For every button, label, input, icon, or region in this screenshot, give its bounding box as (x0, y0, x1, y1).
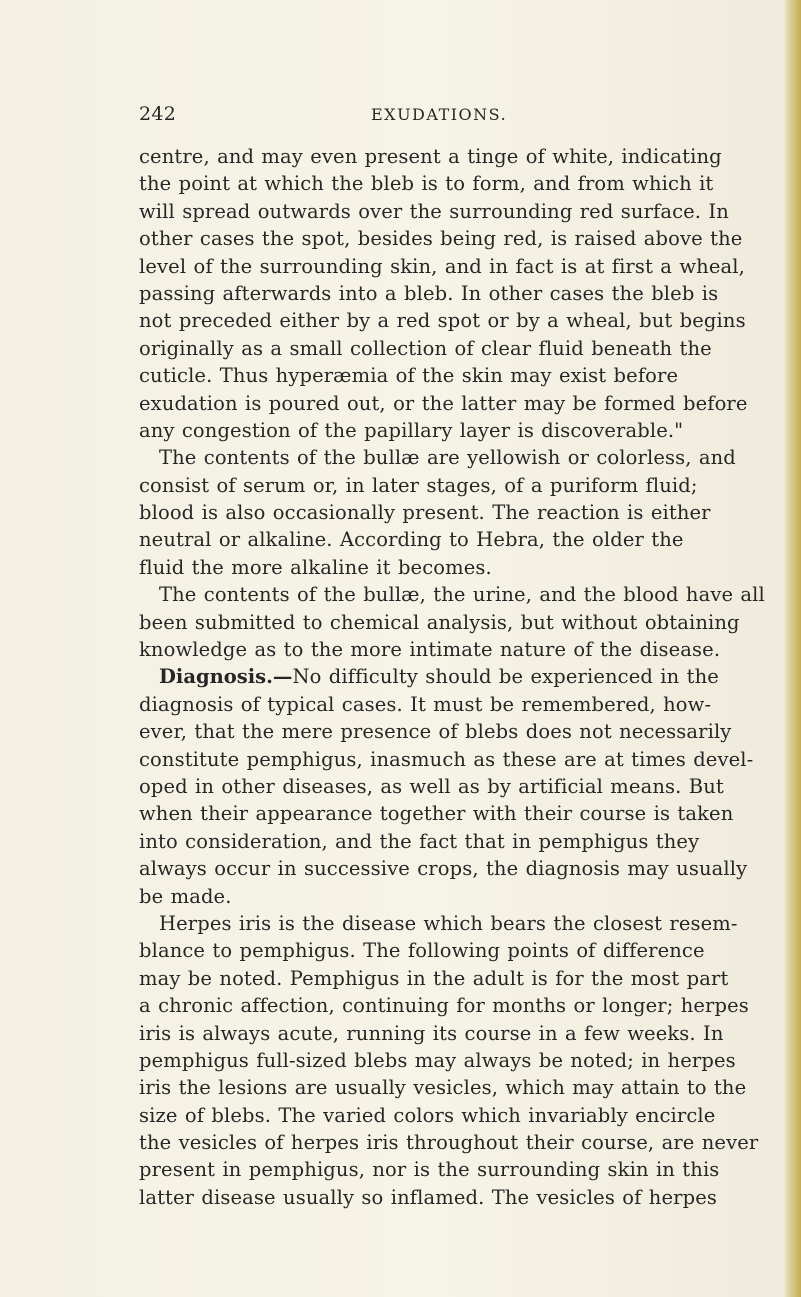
text-line: been submitted to chemical analysis, but without obtaining (139, 610, 740, 634)
text-line: constitute pemphigus, inasmuch as these are at times devel- (139, 747, 754, 771)
text-line: neutral or alkaline. According to Hebra, the older the (139, 528, 684, 552)
text-line: be made. (139, 884, 232, 908)
text-line: other cases the spot, besides being red, is raised above the (139, 227, 743, 251)
text-line: ever, that the mere presence of blebs does not necessarily (139, 720, 732, 744)
text-line: iris is always acute, running its course in a few weeks. In (139, 1021, 724, 1045)
text-line: any congestion of the papillary layer is discoverable." (139, 418, 684, 442)
diagnosis-heading-line (139, 663, 739, 690)
text-line: into consideration, and the fact that in pemphigus they (139, 829, 700, 853)
paragraph-start-line: The contents of the bullæ are yellowish or colorless, and (159, 446, 736, 470)
text-line: pemphigus full-sized blebs may always be noted; in herpes (139, 1048, 736, 1072)
page-header (139, 103, 659, 133)
paragraph-start-line: The contents of the bullæ, the urine, and the blood have all (159, 583, 765, 607)
text-line: diagnosis of typical cases. It must be remembered, how- (139, 692, 712, 716)
paragraph-start-line: Herpes iris is the disease which bears the closest resem- (159, 911, 738, 935)
text-line: not preceded either by a red spot or by a wheal, but begins (139, 309, 746, 333)
text-line: latter disease usually so inflamed. The vesicles of herpes (139, 1185, 717, 1209)
text-line: the vesicles of herpes iris throughout their course, are never (139, 1131, 759, 1155)
text-line: originally as a small collection of clear fluid beneath the (139, 336, 712, 360)
diagnosis-heading: Diagnosis.— (159, 665, 293, 689)
text-line: present in pemphigus, nor is the surrounding skin in this (139, 1158, 720, 1182)
text-line: size of blebs. The varied colors which invariably encircle (139, 1103, 716, 1127)
text-line: iris the lesions are usually vesicles, which may attain to the (139, 1076, 747, 1100)
text-line: exudation is poured out, or the latter may be formed before (139, 391, 748, 415)
text-line: level of the surrounding skin, and in fact is at first a wheal, (139, 254, 745, 278)
page-edge (785, 0, 801, 1297)
text-line: centre, and may even present a tinge of white, indicating (139, 145, 722, 168)
text-line: always occur in successive crops, the diagnosis may usually (139, 857, 748, 881)
diagnosis-first-line: No difficulty should be experienced in the (292, 665, 719, 689)
text-line: oped in other diseases, as well as by artificial means. But (139, 774, 724, 798)
page-number: 242 (139, 103, 177, 125)
text-line: may be noted. Pemphigus in the adult is for the most part (139, 966, 729, 990)
text-line: passing afterwards into a bleb. In other cases the bleb is (139, 281, 719, 305)
text-line: knowledge as to the more intimate nature of the disease. (139, 638, 721, 662)
text-line: consist of serum or, in later stages, of a puriform fluid; (139, 473, 698, 497)
text-line: will spread outwards over the surrounding red surface. In (139, 199, 729, 223)
text-line: fluid the more alkaline it becomes. (139, 555, 492, 579)
text-line: when their appearance together with their course is taken (139, 802, 734, 826)
text-line: cuticle. Thus hyperæmia of the skin may exist before (139, 364, 679, 388)
running-head: EXUDATIONS. (371, 105, 508, 124)
text-line: a chronic affection, continuing for months or longer; herpes (139, 994, 749, 1018)
body-text (139, 143, 765, 1211)
text-line: blance to pemphigus. The following points of difference (139, 939, 705, 963)
text-line: blood is also occasionally present. The reaction is either (139, 501, 711, 525)
text-line: the point at which the bleb is to form, and from which it (139, 172, 714, 196)
